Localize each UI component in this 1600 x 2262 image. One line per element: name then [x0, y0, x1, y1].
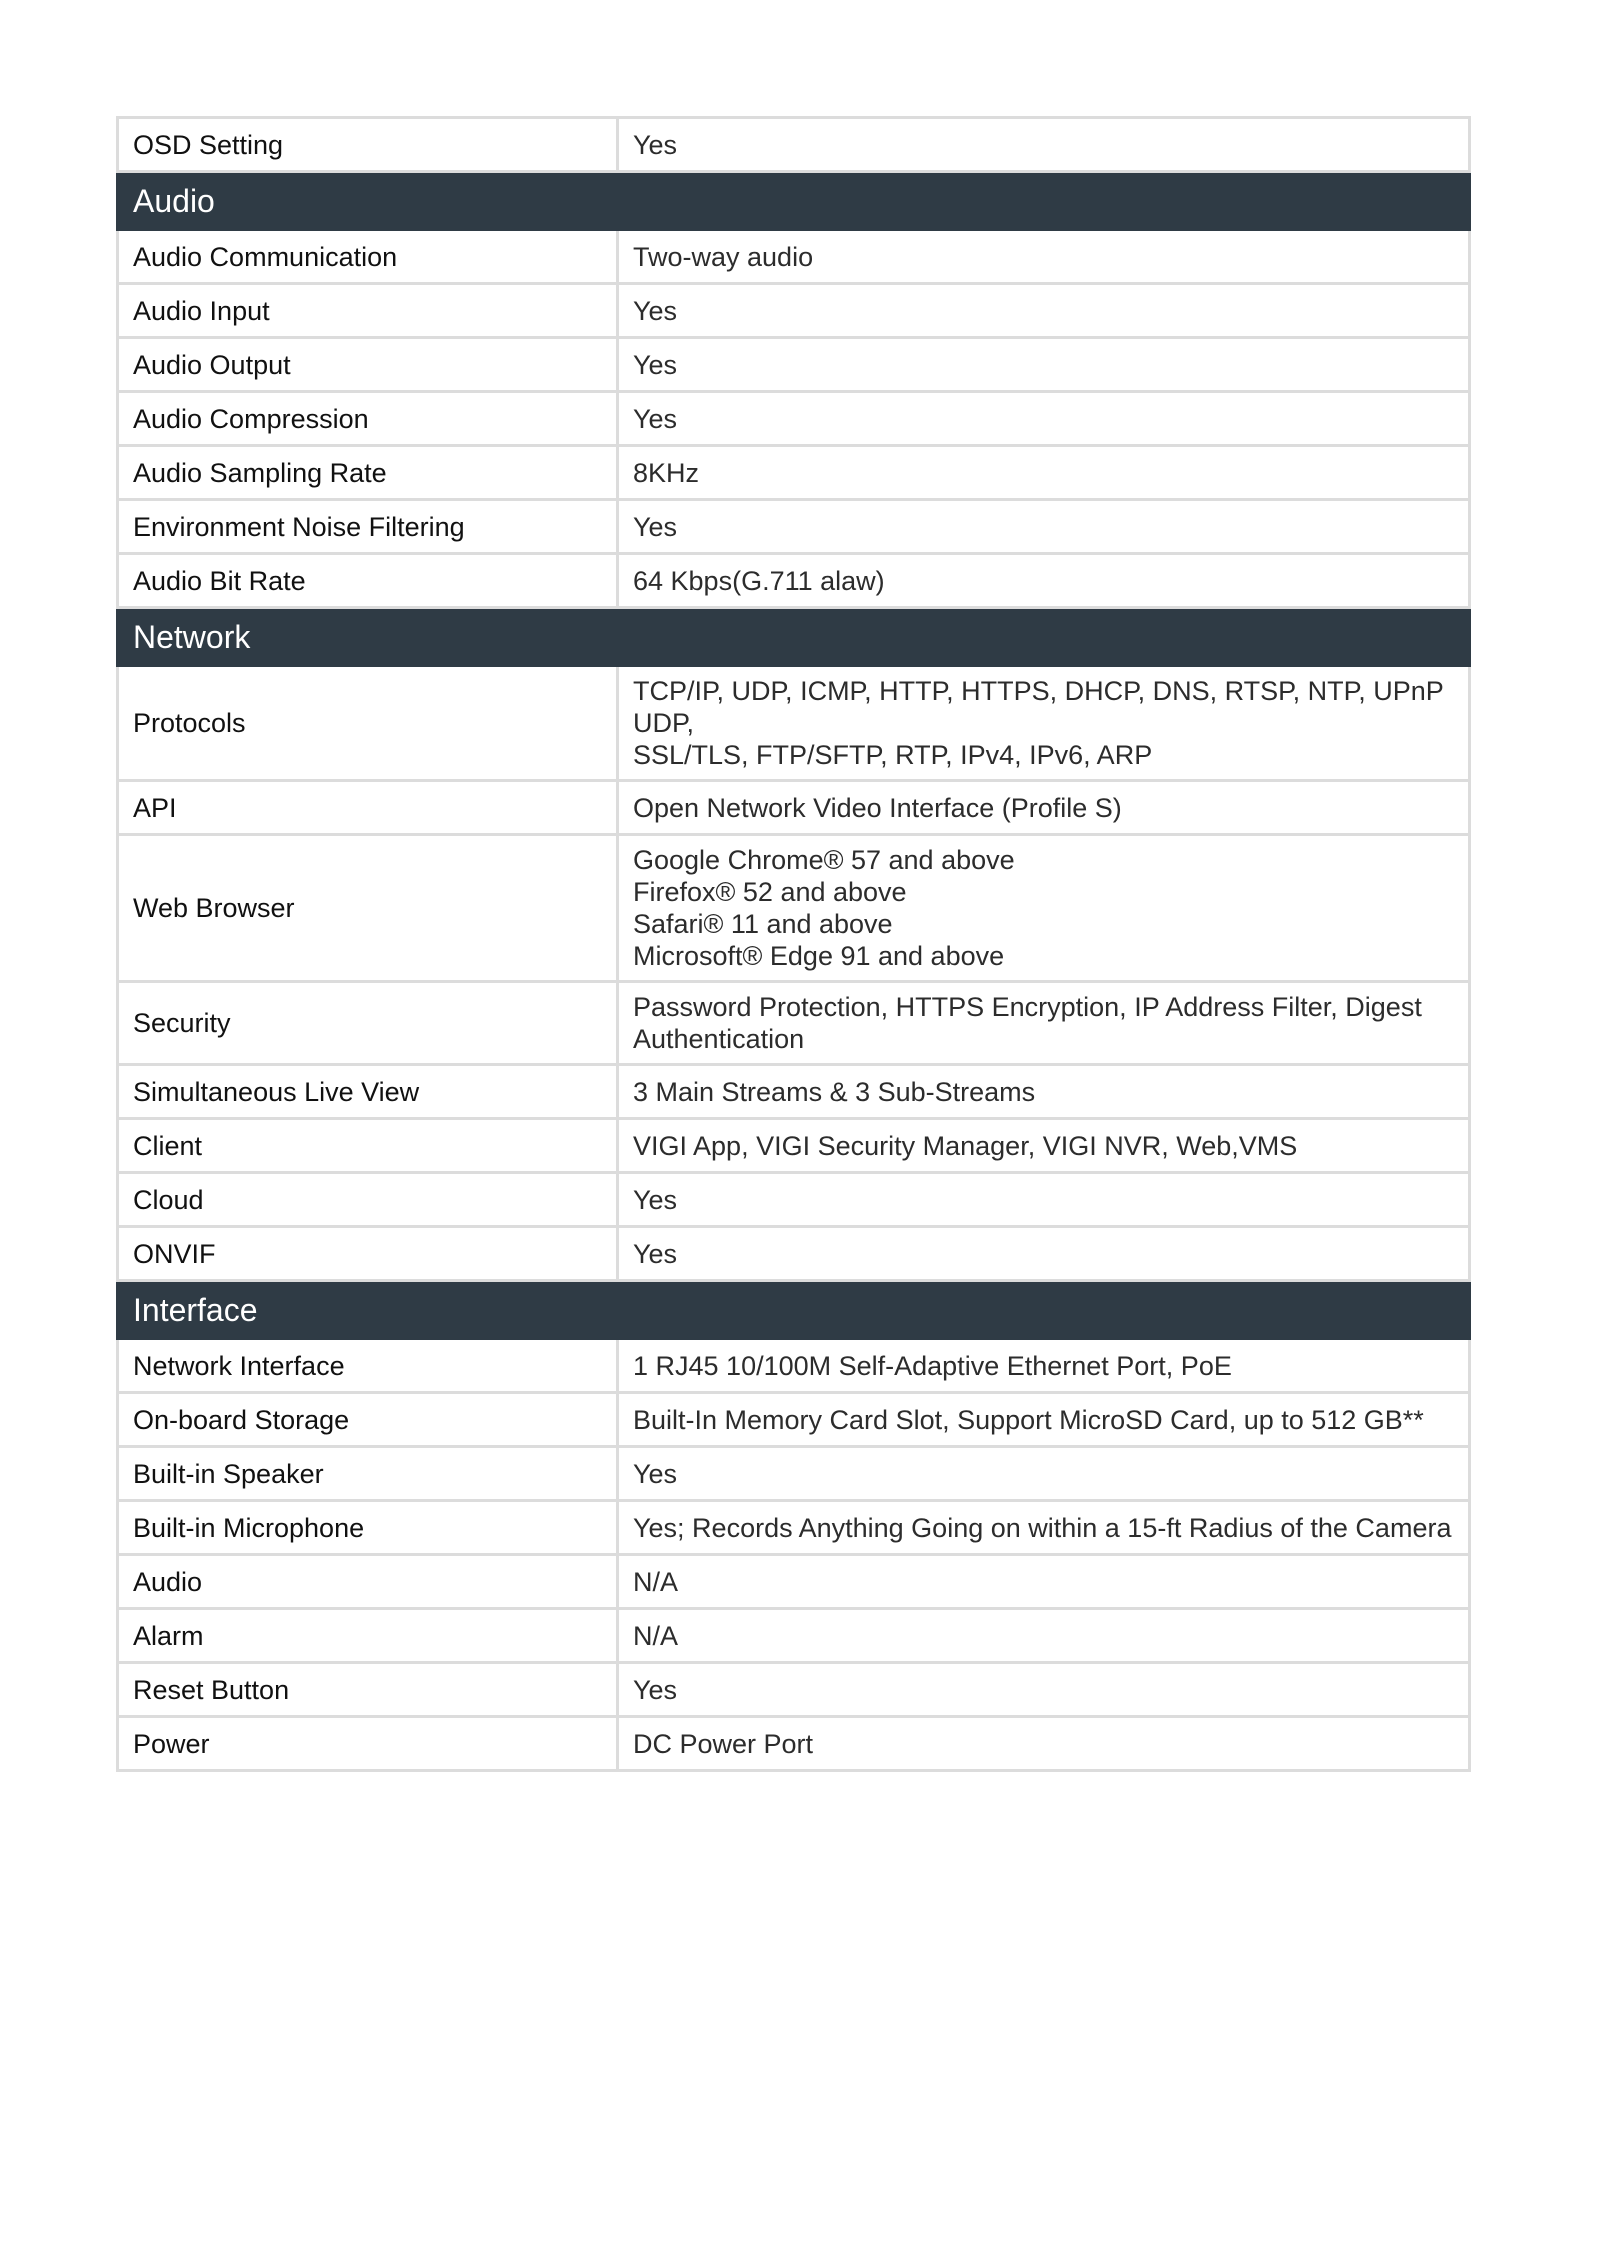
spec-table-body	[118, 118, 1470, 1771]
spec-value-line: DC Power Port	[633, 1728, 814, 1759]
spec-value-line: Two-way audio	[633, 241, 814, 272]
spec-row-power	[118, 1717, 1470, 1771]
spec-row-built-in-microphone	[118, 1501, 1470, 1555]
spec-value-line: 3 Main Streams & 3 Sub-Streams	[633, 1076, 1036, 1107]
spec-value-line: Yes; Records Anything Going on within a 15-ft Radius of the Camera	[633, 1512, 1452, 1543]
spec-row-osd-setting	[118, 118, 1470, 172]
spec-value	[618, 1339, 1470, 1393]
spec-value-line: TCP/IP, UDP, ICMP, HTTP, HTTPS, DHCP, DNS, RTSP, NTP, UPnP UDP,	[633, 676, 1444, 738]
spec-row-audio-sampling-rate	[118, 446, 1470, 500]
spec-row-audio-compression	[118, 392, 1470, 446]
spec-value-line: 64 Kbps(G.711 alaw)	[633, 565, 885, 596]
spec-label: ONVIF	[118, 1227, 618, 1281]
spec-value-line: Google Chrome® 57 and above	[633, 845, 1015, 875]
spec-label: On-board Storage	[118, 1393, 618, 1447]
spec-row-alarm	[118, 1609, 1470, 1663]
spec-value-line: Yes	[633, 129, 678, 160]
spec-value-line: Safari® 11 and above	[633, 909, 893, 939]
spec-value-line: N/A	[633, 1566, 679, 1597]
spec-row-reset-button	[118, 1663, 1470, 1717]
spec-value	[618, 1447, 1470, 1501]
spec-value	[618, 1717, 1470, 1771]
spec-row-built-in-speaker	[118, 1447, 1470, 1501]
spec-row-web-browser	[118, 835, 1470, 982]
spec-value	[618, 554, 1470, 608]
spec-value-line: Microsoft® Edge 91 and above	[633, 941, 1005, 971]
spec-row-audio-bit-rate	[118, 554, 1470, 608]
spec-value-line: Firefox® 52 and above	[633, 877, 907, 907]
spec-value-line: Yes	[633, 1184, 678, 1215]
spec-value	[618, 982, 1470, 1065]
spec-row-audio-output	[118, 338, 1470, 392]
spec-value	[618, 1555, 1470, 1609]
spec-label: Simultaneous Live View	[118, 1065, 618, 1119]
spec-row-network-interface	[118, 1339, 1470, 1393]
spec-value-line: SSL/TLS, FTP/SFTP, RTP, IPv4, IPv6, ARP	[633, 740, 1153, 770]
spec-value	[618, 1119, 1470, 1173]
spec-value-line: Password Protection, HTTPS Encryption, IP Address Filter, Digest	[633, 992, 1422, 1022]
spec-label: Environment Noise Filtering	[118, 500, 618, 554]
spec-value-line: VIGI App, VIGI Security Manager, VIGI NVR, Web,VMS	[633, 1130, 1298, 1161]
spec-value-line: Yes	[633, 1238, 678, 1269]
section-header-audio	[118, 172, 1470, 230]
spec-value-line: Open Network Video Interface (Profile S)	[633, 792, 1122, 823]
spec-value	[618, 1393, 1470, 1447]
spec-label: Client	[118, 1119, 618, 1173]
spec-value	[618, 1227, 1470, 1281]
spec-value	[618, 338, 1470, 392]
spec-label: Web Browser	[118, 835, 618, 982]
section-header-interface	[118, 1281, 1470, 1339]
spec-label: Audio	[118, 1555, 618, 1609]
section-title: Audio	[118, 172, 1470, 230]
spec-label: Audio Sampling Rate	[118, 446, 618, 500]
spec-label: Audio Input	[118, 284, 618, 338]
spec-label: Audio Bit Rate	[118, 554, 618, 608]
spec-row-security	[118, 982, 1470, 1065]
spec-label: Alarm	[118, 1609, 618, 1663]
spec-value	[618, 1501, 1470, 1555]
spec-label: Cloud	[118, 1173, 618, 1227]
spec-label: Audio Compression	[118, 392, 618, 446]
spec-value-line: Yes	[633, 1458, 678, 1489]
spec-value-line: Yes	[633, 511, 678, 542]
spec-value-line: Yes	[633, 403, 678, 434]
spec-row-protocols	[118, 666, 1470, 781]
spec-value	[618, 666, 1470, 781]
spec-value	[618, 1663, 1470, 1717]
spec-value-line: 1 RJ45 10/100M Self-Adaptive Ethernet Port, PoE	[633, 1350, 1232, 1381]
spec-label: Audio Output	[118, 338, 618, 392]
spec-row-cloud	[118, 1173, 1470, 1227]
section-header-network	[118, 608, 1470, 666]
section-title: Network	[118, 608, 1470, 666]
spec-label: Protocols	[118, 666, 618, 781]
spec-value-line: Yes	[633, 1674, 678, 1705]
spec-label: Reset Button	[118, 1663, 618, 1717]
spec-row-audio	[118, 1555, 1470, 1609]
spec-value	[618, 1173, 1470, 1227]
spec-value	[618, 781, 1470, 835]
spec-value	[618, 835, 1470, 982]
spec-label: API	[118, 781, 618, 835]
spec-value	[618, 1609, 1470, 1663]
spec-table	[116, 116, 1471, 1772]
spec-value-line: Authentication	[633, 1024, 805, 1054]
spec-value-line: Built-In Memory Card Slot, Support MicroSD Card, up to 512 GB**	[633, 1404, 1424, 1435]
spec-label: Security	[118, 982, 618, 1065]
spec-row-environment-noise-filtering	[118, 500, 1470, 554]
spec-value-line: Yes	[633, 295, 678, 326]
spec-value-line: 8KHz	[633, 457, 700, 488]
spec-row-on-board-storage	[118, 1393, 1470, 1447]
spec-value	[618, 1065, 1470, 1119]
spec-row-api	[118, 781, 1470, 835]
spec-value	[618, 284, 1470, 338]
spec-row-client	[118, 1119, 1470, 1173]
spec-label: Audio Communication	[118, 230, 618, 284]
spec-label: OSD Setting	[118, 118, 618, 172]
spec-label: Network Interface	[118, 1339, 618, 1393]
spec-row-audio-input	[118, 284, 1470, 338]
spec-value-line: Yes	[633, 349, 678, 380]
spec-label: Built-in Microphone	[118, 1501, 618, 1555]
section-title: Interface	[118, 1281, 1470, 1339]
spec-row-audio-communication	[118, 230, 1470, 284]
spec-label: Power	[118, 1717, 618, 1771]
spec-value	[618, 118, 1470, 172]
spec-value	[618, 446, 1470, 500]
spec-value	[618, 500, 1470, 554]
spec-row-simultaneous-live-view	[118, 1065, 1470, 1119]
spec-row-onvif	[118, 1227, 1470, 1281]
spec-value-line: N/A	[633, 1620, 679, 1651]
spec-label: Built-in Speaker	[118, 1447, 618, 1501]
spec-value	[618, 230, 1470, 284]
spec-value	[618, 392, 1470, 446]
